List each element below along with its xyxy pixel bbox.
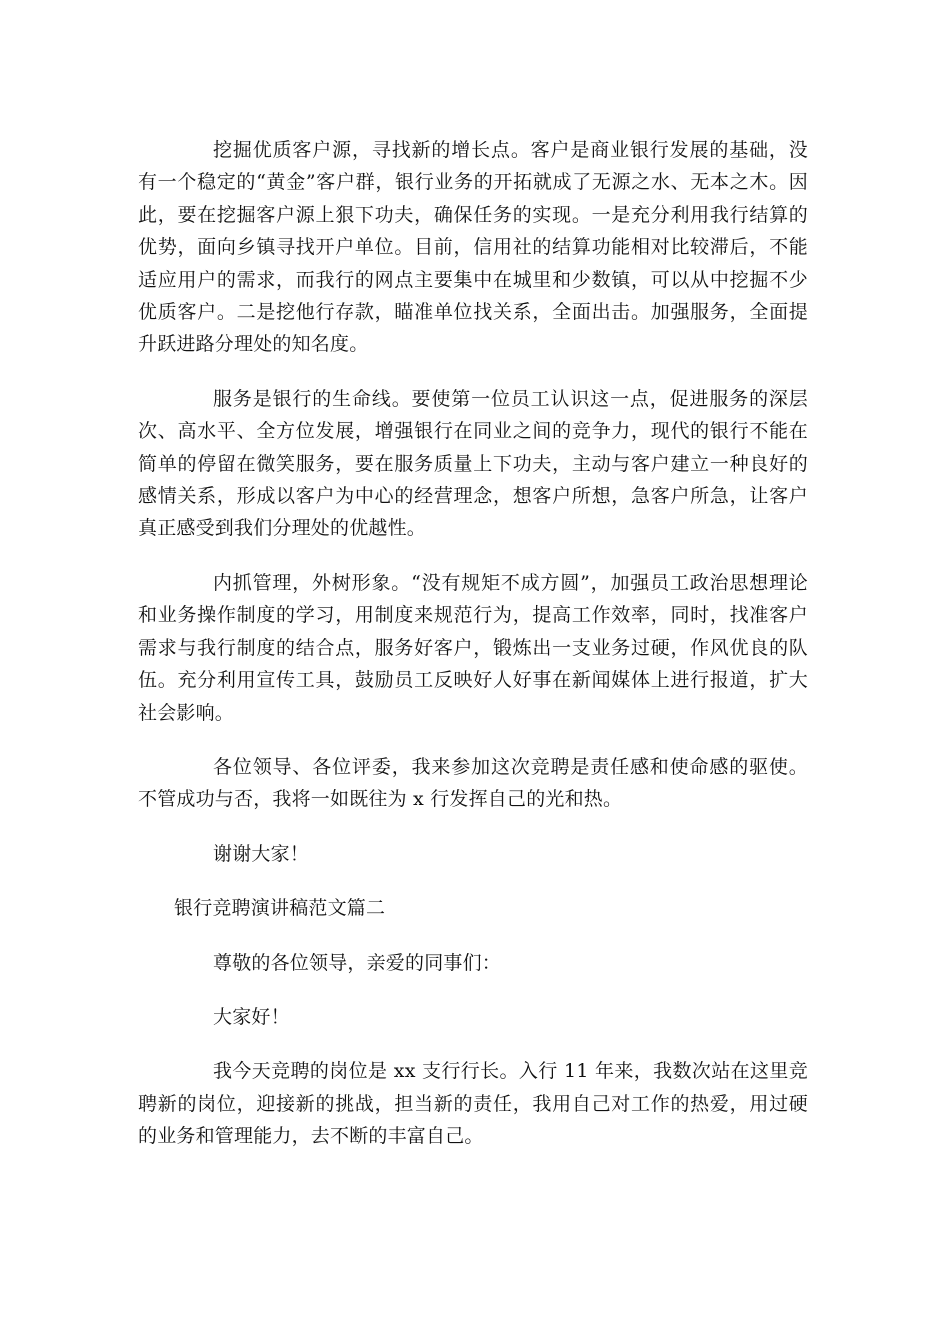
section-title: 银行竞聘演讲稿范文篇二 [174, 897, 386, 920]
document-body [138, 134, 808, 1153]
paragraph-management: 内抓管理，外树形象。“没有规矩不成方圆”，加强员工政治思想理论和业务操作制度的学习，用制度来规范行为，提高工作效率，同时，找准客户需求与我行制度的结合点，服务好客户，锻炼出一支业务过硬，作风优良的队伍。充分利用宣传工具，鼓励员工反映好人好事在新闻媒体上进行报道，扩大社会影响。 [138, 571, 808, 724]
paragraph-thanks: 谢谢大家！ [213, 842, 310, 865]
paragraph-position: 我今天竞聘的岗位是 xx 支行行长。入行 11 年来，我数次站在这里竞聘新的岗位，迎接新的挑战，担当新的责任，我用自己对工作的热爱，用过硬的业务和管理能力，去不断的丰富自己。 [138, 1060, 808, 1148]
paragraph-closing: 各位领导、各位评委，我来参加这次竞聘是责任感和使命感的驱使。不管成功与否，我将一如既往为 x 行发挥自己的光和热。 [138, 755, 808, 811]
paragraph-customer-sources: 挖掘优质客户源，寻找新的增长点。客户是商业银行发展的基础，没有一个稳定的“黄金”客户群，银行业务的开拓就成了无源之水、无本之木。因此，要在挖掘客户源上狠下功夫，确保任务的实现。一是充分利用我行结算的优势，面向乡镇寻找开户单位。目前，信用社的结算功能相对比较滞后，不能适应用户的需求，而我行的网点主要集中在城里和少数镇，可以从中挖掘不少优质客户。二是挖他行存款，瞄准单位找关系，全面出击。加强服务，全面提升跃进路分理处的知名度。 [138, 139, 808, 356]
paragraph-greeting: 大家好！ [213, 1005, 290, 1028]
paragraph-service: 服务是银行的生命线。要使第一位员工认识这一点，促进服务的深层次、高水平、全方位发展，增强银行在同业之间的竞争力，现代的银行不能在简单的停留在微笑服务，要在服务质量上下功夫，主动与客户建立一种良好的感情关系，形成以客户为中心的经营理念，想客户所想，急客户所急，让客户真正感受到我们分理处的优越性。 [138, 387, 808, 540]
paragraph-salutation: 尊敬的各位领导，亲爱的同事们： [213, 951, 502, 974]
